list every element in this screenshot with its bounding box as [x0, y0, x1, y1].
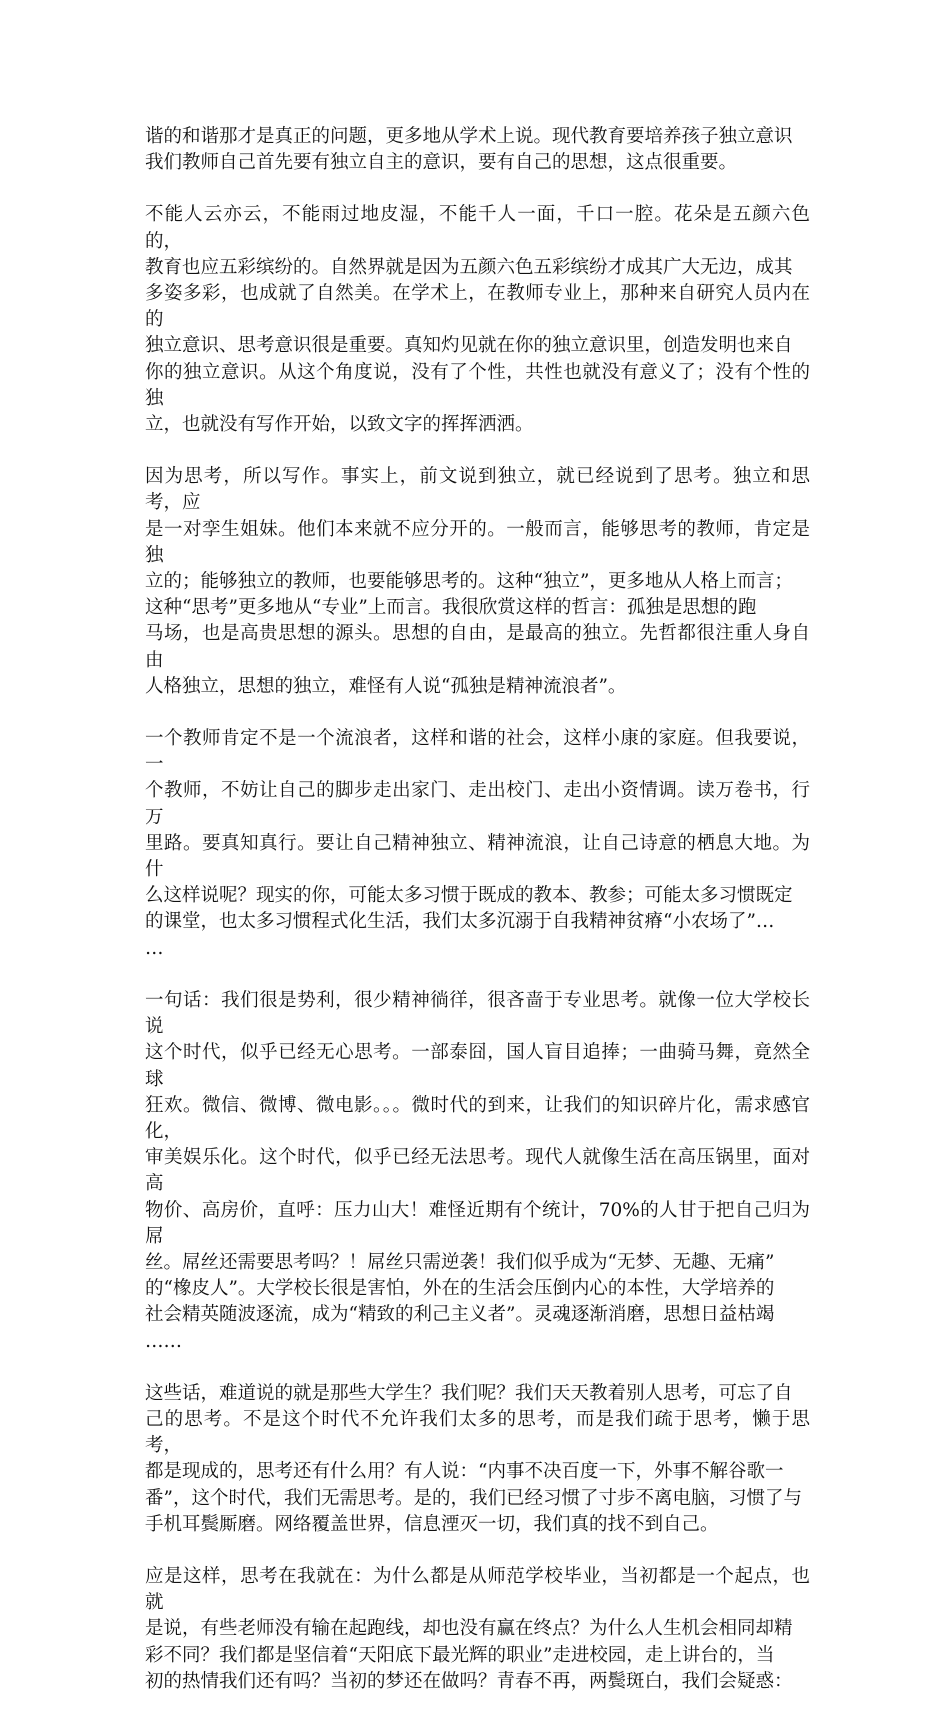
paragraph-3: 因为思考，所以写作。事实上，前文说到独立，就已经说到了思考。独立和思考，应 是一对孪生姐妹。他们本来就不应分开的。一般而言，能够思考的教师，肯定是独 立的；能够独立的教师，也要能够思考的。这种“独立”，更多地从人格上而言； 这种“思考”更多地从“专业”上而言。我很欣赏这样的哲言：孤独是思想的跑 马场，也是高贵思想的源头。思想的自由，是最高的独立。先哲都很注重人身自由 人格独立，思想的独立，难怪有人说“孤独是精神流浪者”。 — [145, 466, 810, 697]
paragraph-6: 这些话，难道说的就是那些大学生？我们呢？我们天天教着别人思考，可忘了自 己的思考。不是这个时代不允许我们太多的思考，而是我们疏于思考，懒于思考， 都是现成的，思考还有什么用？有人说：“内事不决百度一下，外事不解谷歌一 番”，这个时代，我们无需思考。是的，我们已经习惯了寸步不离电脑，习惯了与 手机耳鬓厮磨。网络覆盖世界，信息湮灭一切，我们真的找不到自己。 — [145, 1382, 810, 1535]
document-body — [145, 124, 810, 1721]
paragraph-1: 谐的和谐那才是真正的问题，更多地从学术上说。现代教育要培养孩子独立意识 我们教师自己首先要有独立自主的意识，要有自己的思想，这点很重要。 — [145, 126, 793, 174]
paragraph-7: 应是这样，思考在我就在：为什么都是从师范学校毕业，当初都是一个起点，也就 是说，有些老师没有输在起跑线，却也没有赢在终点？为什么人生机会相同却精 彩不同？我们都是坚信着“天阳底下最光辉的职业”走进校园，走上讲台的，当 初的热情我们还有吗？当初的梦还在做吗？青春不再，两鬓斑白，我们会疑惑： — [145, 1565, 810, 1692]
paragraph-5: 一句话：我们很是势利，很少精神徜徉，很吝啬于专业思考。就像一位大学校长说 这个时代，似乎已经无心思考。一部泰囧，国人盲目追捧；一曲骑马舞，竟然全球 狂欢。微信、微博、微电影。。。微时代的到来，让我们的知识碎片化，需求感官化， 审美娱乐化。这个时代，似乎已经无法思考。现代人就像生活在高压锅里，面对高 物价、高房价，直呼：压力山大！难怪近期有个统计，70%的人甘于把自己归为屌 丝。屌丝还需要思考吗？！屌丝只需逆袭！我们似乎成为“无梦、无趣、无痛” 的“橡皮人”。大学校长很是害怕，外在的生活会压倒内心的本性，大学培养的 社会精英随波逐流，成为“精致的利己主义者”。灵魂逐渐消磨，思想日益枯竭 …… — [145, 989, 810, 1352]
paragraph-4: 一个教师肯定不是一个流浪者，这样和谐的社会，这样小康的家庭。但我要说，一 个教师，不妨让自己的脚步走出家门、走出校门、走出小资情调。读万卷书，行万 里路。要真知真行。要让自己精神独立、精神流浪，让自己诗意的栖息大地。为什 么这样说呢？现实的你，可能太多习惯于既成的教本、教参；可能太多习惯既定 的课堂，也太多习惯程式化生活，我们太多沉溺于自我精神贫瘠“小农场了”… … — [145, 728, 810, 959]
paragraph-2: 不能人云亦云，不能雨过地皮湿，不能千人一面，千口一腔。花朵是五颜六色的， 教育也应五彩缤纷的。自然界就是因为五颜六色五彩缤纷才成其广大无边，成其 多姿多彩，也成就了自然美。在学术上，在教师专业上，那种来自研究人员内在的 独立意识、思考意识很是重要。真知灼见就在你的独立意识里，创造发明也来自 你的独立意识。从这个角度说，没有了个性，共性也就没有意义了；没有个性的独 立，也就没有写作开始，以致文字的挥挥洒洒。 — [145, 204, 810, 436]
